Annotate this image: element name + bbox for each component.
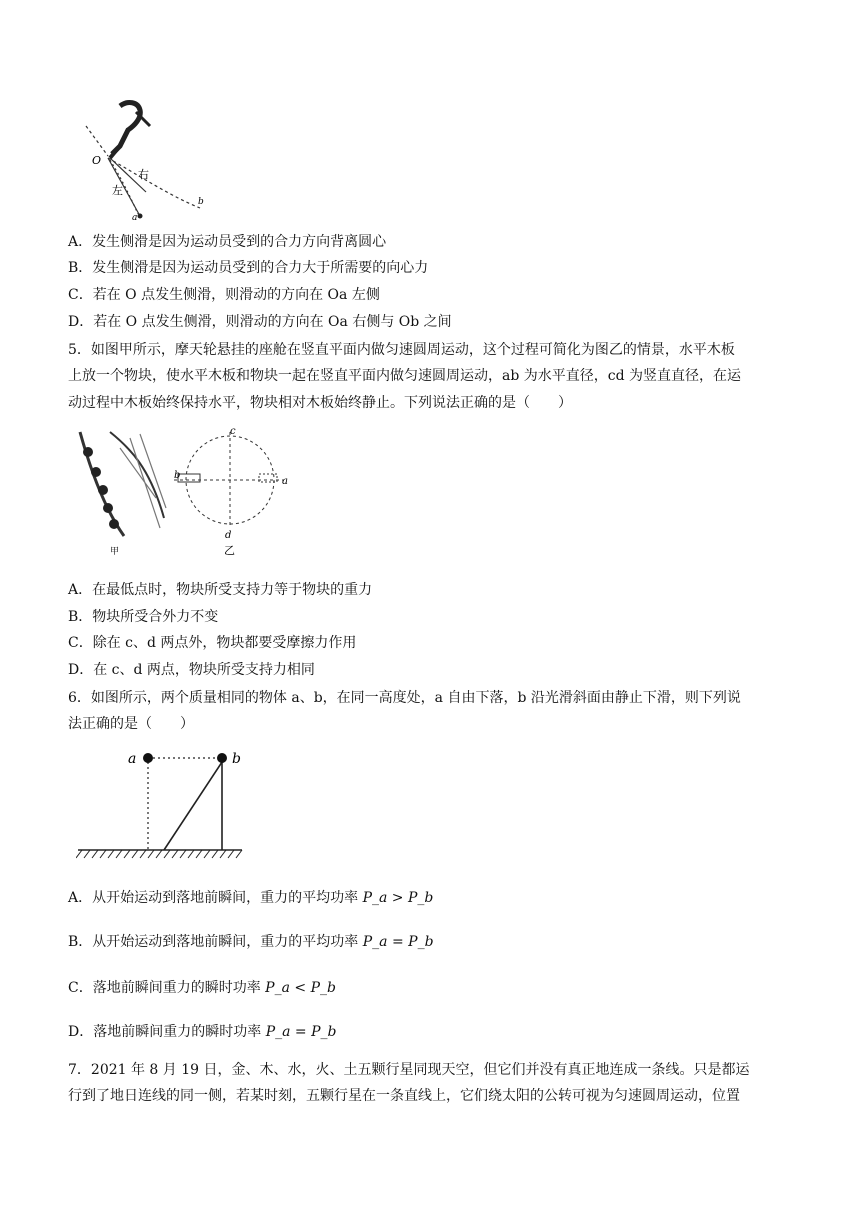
q6-stem-line-2: 法正确的是（ ）: [68, 716, 194, 732]
label-o: O: [92, 154, 102, 167]
ferris-wheel-figure: [70, 428, 300, 560]
caption-yi: 乙: [224, 544, 235, 557]
q4-option-d: D．若在 O 点发生侧滑，则滑动的方向在 Oa 右侧与 Ob 之间: [68, 314, 452, 330]
q6-option-d-text: D．落地前瞬间重力的瞬时功率: [68, 1024, 266, 1040]
q5-option-d: D．在 c、d 两点，物块所受支持力相同: [68, 662, 315, 678]
q5-stem-line-3: 动过程中木板始终保持水平，物块相对木板始终静止。下列说法正确的是（ ）: [68, 395, 572, 411]
label-a: a: [132, 213, 138, 222]
label-b: b: [198, 197, 204, 207]
label-c: c: [230, 428, 236, 437]
q7-stem-line-1: 7．2021 年 8 月 19 日，金、木、水，火、土五颗行星同现天空，但它们并没有真正地连成一条线。只是都运: [68, 1062, 750, 1078]
q6-option-c-text: C．落地前瞬间重力的瞬时功率: [68, 980, 266, 996]
skater-figure: [80, 96, 210, 222]
label-a: a: [128, 751, 137, 767]
q6-option-c: [68, 978, 336, 998]
q5-option-c: C．除在 c、d 两点外，物块都要受摩擦力作用: [68, 635, 357, 651]
caption-jia: 甲: [110, 547, 120, 557]
label-b: b: [232, 751, 241, 767]
q6-option-b-text: B．从开始运动到落地前瞬间，重力的平均功率: [68, 934, 363, 950]
q6-stem-line-1: 6．如图所示，两个质量相同的物体 a、b，在同一高度处，a 自由下落，b 沿光滑斜面由静止下滑，则下列说: [68, 690, 741, 706]
label-a: a: [282, 476, 288, 487]
q6-option-b: [68, 932, 434, 952]
incline-figure: [76, 746, 250, 862]
q5-stem-line-1: 5．如图甲所示，摩天轮悬挂的座舱在竖直平面内做匀速圆周运动，这个过程可简化为图乙的情景，水平木板: [68, 342, 735, 358]
q6-option-a-text: A．从开始运动到落地前瞬间，重力的平均功率: [68, 890, 363, 906]
q6-option-a: [68, 888, 433, 908]
ball-b: [217, 753, 227, 763]
q5-option-b: B．物块所受合外力不变: [68, 609, 219, 625]
q4-option-a: A．发生侧滑是因为运动员受到的合力方向背离圆心: [68, 234, 387, 250]
label-b: b: [174, 470, 181, 481]
q6-option-d-formula: P_a = P_b: [265, 1024, 337, 1040]
q5-stem-line-2: 上放一个物块，使水平木板和物块一起在竖直平面内做匀速圆周运动，ab 为水平直径，cd 为竖直直径，在运: [68, 368, 742, 384]
label-d: d: [225, 530, 232, 541]
q6-option-b-formula: P_a = P_b: [362, 934, 434, 950]
q6-option-a-formula: P_a > P_b: [362, 890, 434, 906]
q4-option-b: B．发生侧滑是因为运动员受到的合力大于所需要的向心力: [68, 260, 429, 276]
label-you: 右: [138, 168, 149, 181]
q6-option-d: [68, 1022, 336, 1042]
q5-option-a: A．在最低点时，物块所受支持力等于物块的重力: [68, 582, 373, 598]
q7-stem-line-2: 行到了地日连线的同一侧，若某时刻，五颗行星在一条直线上，它们绕太阳的公转可视为匀速圆周运动，位置: [68, 1088, 740, 1104]
label-zuo: 左: [112, 184, 123, 197]
q6-option-c-formula: P_a < P_b: [265, 980, 336, 996]
q4-option-c: C．若在 O 点发生侧滑，则滑动的方向在 Oa 左侧: [68, 287, 380, 303]
ball-a: [143, 753, 153, 763]
